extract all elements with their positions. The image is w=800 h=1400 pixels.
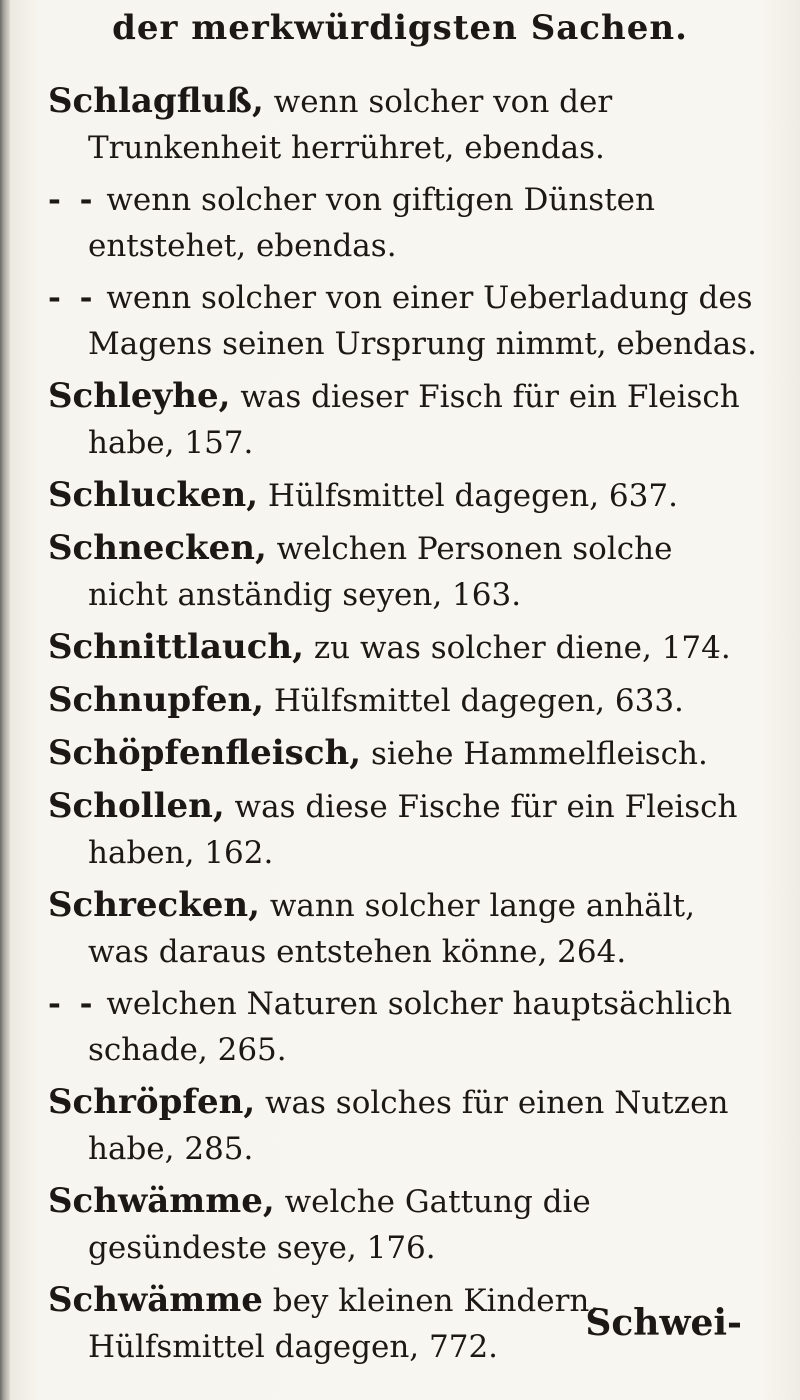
index-entry: [48, 78, 758, 171]
entry-ditto: - -: [48, 182, 97, 218]
index-entry: [48, 624, 758, 671]
entry-text: wann solcher lange anhält, was daraus entstehen könne, 264.: [88, 888, 695, 970]
entry-text: Hülfsmittel dagegen, 633.: [273, 683, 684, 719]
entry-headword: Schleyhe,: [48, 376, 231, 416]
entry-headword: Schnecken,: [48, 528, 267, 568]
entry-text: was solches für einen Nutzen habe, 285.: [88, 1085, 729, 1167]
entry-headword: Schnittlauch,: [48, 627, 304, 667]
entry-text: welchen Personen solche nicht anständig seyen, 163.: [88, 531, 673, 613]
entry-text: zu was solcher diene, 174.: [313, 630, 731, 666]
index-entry: [48, 177, 758, 269]
running-head: der merkwürdigsten Sachen.: [112, 8, 688, 48]
binding-edge: [0, 0, 10, 1400]
index-entry: [48, 472, 758, 519]
entry-text: welche Gattung die gesündeste seye, 176.: [88, 1184, 591, 1266]
entry-text: wenn solcher von giftigen Dünsten entstehet, ebendas.: [88, 182, 655, 264]
entry-text: bey kleinen Kindern, Hülfsmittel dagegen, 772.: [88, 1283, 600, 1365]
index-entry: [48, 275, 758, 367]
entry-text: wenn solcher von der Trunkenheit herrühret, ebendas.: [88, 84, 613, 166]
index-entry: [48, 1079, 758, 1172]
index-entry: [48, 677, 758, 724]
index-entry: [48, 882, 758, 975]
entry-ditto: - -: [48, 280, 97, 316]
index-entry: [48, 1178, 758, 1271]
entry-text: was dieser Fisch für ein Fleisch habe, 157.: [88, 379, 740, 461]
entry-headword: Schwämme: [48, 1280, 263, 1320]
entry-text: siehe Hammelfleisch.: [370, 736, 708, 772]
index-entry: [48, 525, 758, 618]
catchword: Schwei-: [585, 1302, 742, 1344]
entry-ditto: - -: [48, 986, 97, 1022]
entry-headword: Schröpfen,: [48, 1082, 256, 1122]
entry-text: wenn solcher von einer Ueberladung des Magens seinen Ursprung nimmt, ebendas.: [88, 280, 758, 362]
index-entry: [48, 981, 758, 1073]
entry-headword: Schöpfenfleisch,: [48, 733, 362, 773]
entry-headword: Schlagfluß,: [48, 81, 264, 121]
entry-headword: Schollen,: [48, 786, 225, 826]
index-entry: [48, 783, 758, 876]
entry-headword: Schwämme,: [48, 1181, 275, 1221]
entry-text: Hülfsmittel dagegen, 637.: [267, 478, 678, 514]
entry-headword: Schrecken,: [48, 885, 260, 925]
entry-text: was diese Fische für ein Fleisch haben, 162.: [88, 789, 738, 871]
index-entry: [48, 373, 758, 466]
entry-headword: Schlucken,: [48, 475, 259, 515]
index-entries: [48, 78, 758, 1376]
index-entry: [48, 730, 758, 777]
entry-text: welchen Naturen solcher hauptsächlich schade, 265.: [88, 986, 733, 1068]
entry-headword: Schnupfen,: [48, 680, 265, 720]
